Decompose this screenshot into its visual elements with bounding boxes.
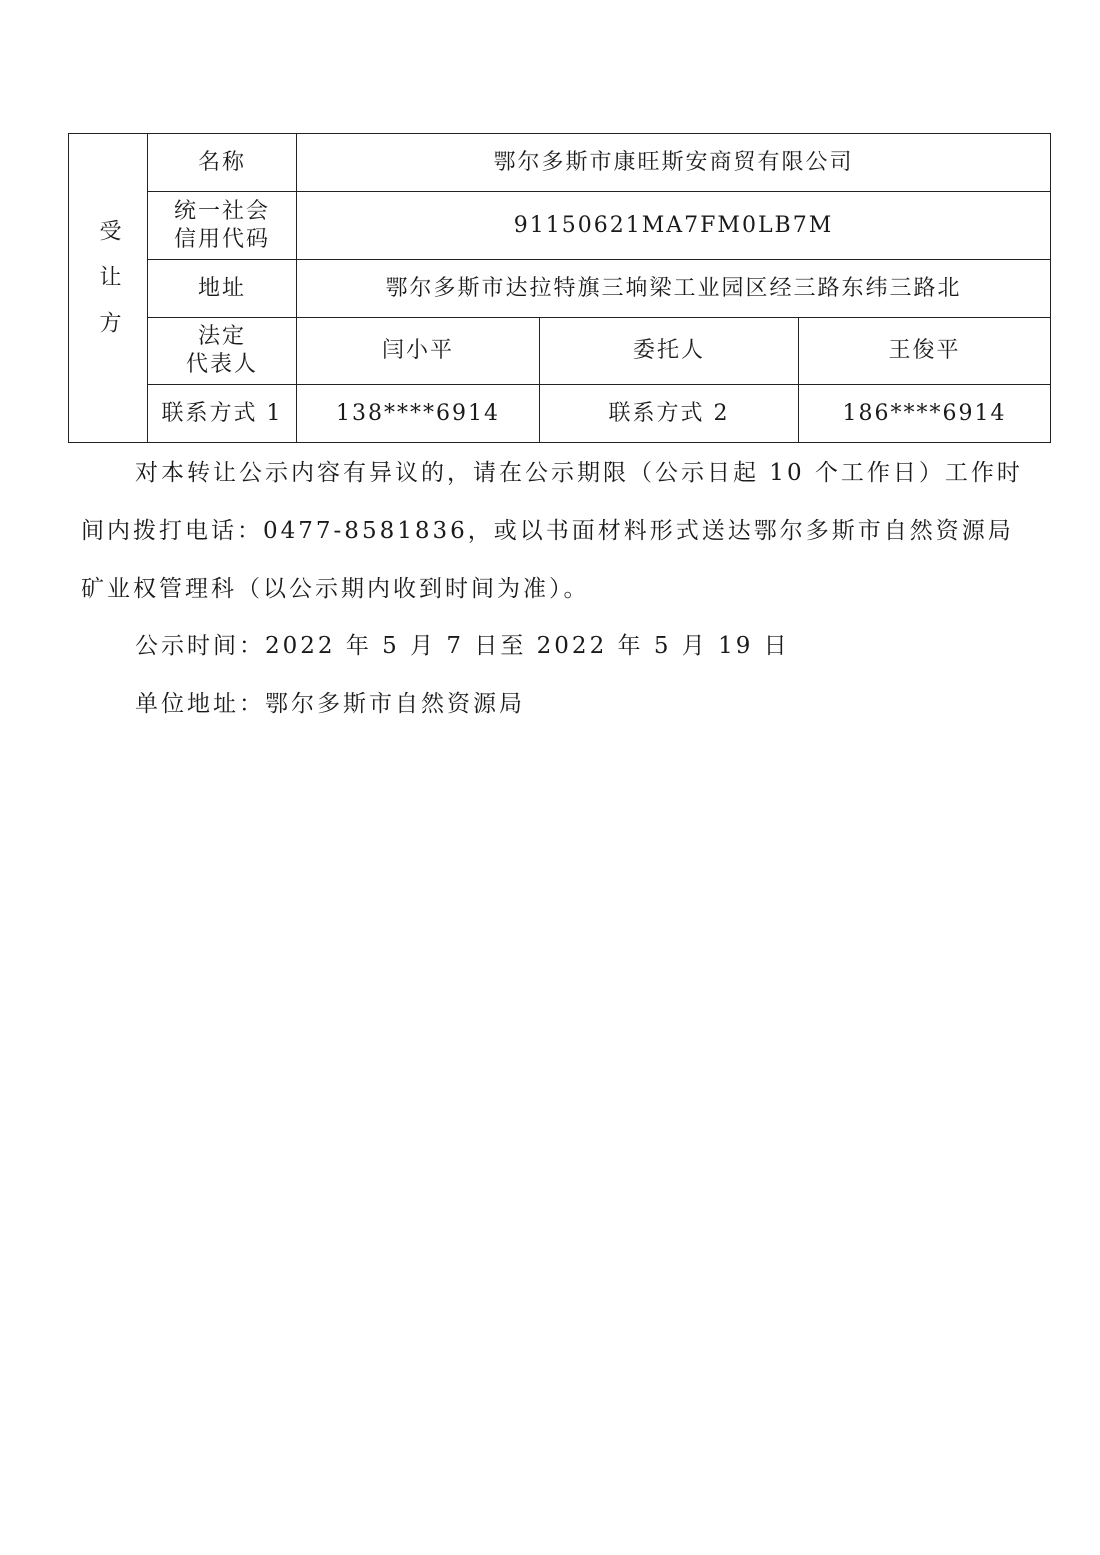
legal-rep-label-line2: 代表人: [185, 352, 258, 377]
company-name-value: 鄂尔多斯市康旺斯安商贸有限公司: [297, 134, 1051, 192]
legal-rep-value: 闫小平: [297, 318, 540, 385]
credit-code-label: [148, 192, 297, 260]
unit-address: 单位地址：鄂尔多斯市自然资源局: [135, 691, 525, 717]
name-label: 名称: [148, 134, 297, 192]
agent-value: 王俊平: [799, 318, 1051, 385]
contact1-value: 138****6914: [297, 385, 540, 443]
notice-period: 公示时间：2022 年 5 月 7 日至 2022 年 5 月 19 日: [135, 633, 790, 659]
agent-label: 委托人: [540, 318, 799, 385]
transferee-side-label: 受让方: [69, 134, 148, 443]
address-value: 鄂尔多斯市达拉特旗三垧梁工业园区经三路东纬三路北: [297, 260, 1051, 318]
legal-rep-label-line1: 法定: [197, 324, 246, 349]
credit-code-value: 91150621MA7FM0LB7M: [297, 192, 1051, 260]
credit-code-label-line2: 信用代码: [173, 226, 270, 252]
objection-paragraph: 对本转让公示内容有异议的，请在公示期限（公示日起 10 个工作日）工作时间内拨打电话：0477-8581836，或以书面材料形式送达鄂尔多斯市自然资源局矿业权管理科（以公示期内收到时间为准）。: [81, 460, 1023, 602]
address-label: 地址: [148, 260, 297, 318]
contact2-value: 186****6914: [799, 385, 1051, 443]
legal-rep-label: [148, 318, 297, 385]
contact1-label: 联系方式 1: [148, 385, 297, 443]
credit-code-label-line1: 统一社会: [173, 198, 270, 224]
contact2-label: 联系方式 2: [540, 385, 799, 443]
transferee-info-table: [68, 133, 1051, 443]
